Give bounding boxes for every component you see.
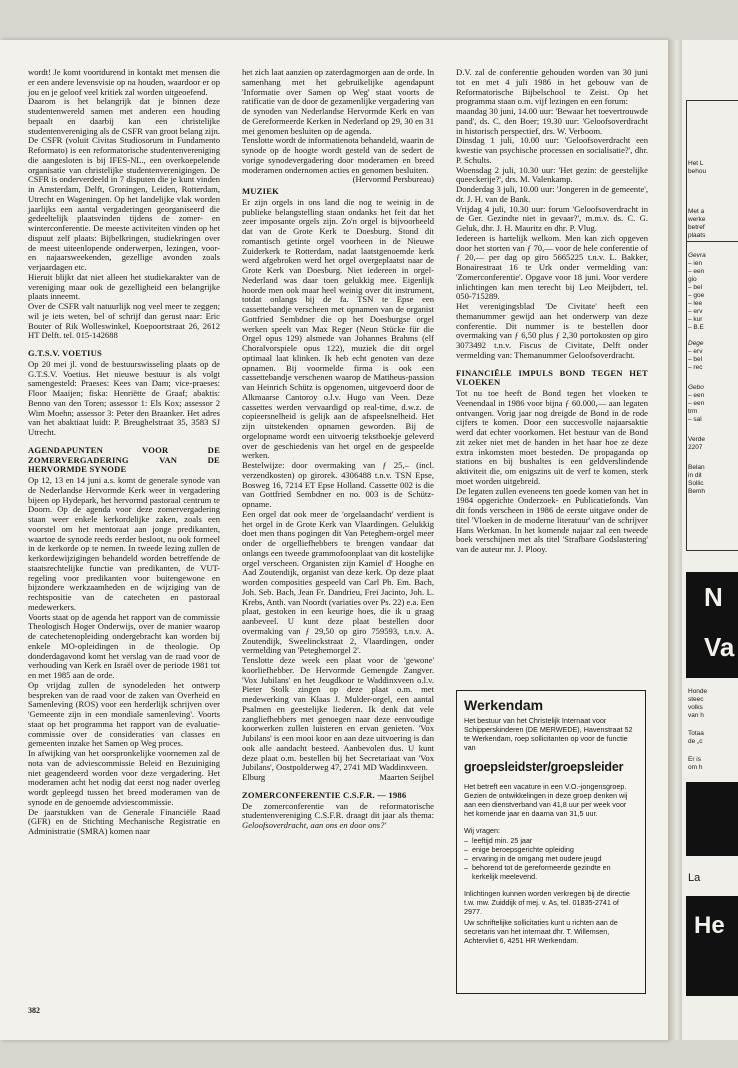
adjacent-page: [682, 40, 738, 1040]
fragment: – kur: [688, 316, 703, 323]
financiele-heading: FINANCIËLE IMPULS BOND TEGEN HET VLOEKEN: [456, 367, 648, 388]
banner-letter: Va: [704, 632, 735, 662]
adjacent-banner: [686, 572, 738, 678]
voetius-text: Op 20 mei jl. vond de bestuurswisseling plaats op de G.T.S.V. Voetius. Het nieuwe bestuur is als volgt samengesteld: Praeses: Kees van Dam; vice-praeses: Floor Maaijen; fiska: Henriëtte de Graaf; abaktis: Benno van den Toren; assessor 1: Els Kox; assessor 2 Wim Moehn; assessor 3: Peter den Braanker. Het adres van het abaktiaat luidt: P. Breughelstraat 35, 3583 SJ Utrecht.: [28, 358, 220, 438]
fragment: Totaa: [688, 730, 704, 737]
page-number: 382: [28, 1006, 40, 1015]
paragraph: D.V. zal de conferentie gehouden worden van 30 juni tot en met 4 juli 1986 in het gebouw van de Reformatorische Bijbelschool te Zeist. Op het programma staan o.m. vijf lezingen en een forum:: [456, 67, 648, 107]
paragraph: Woensdag 2 juli, 10.30 uur: 'Het gezin: de geestelijke queeckerije?', drs. M. Valenkamp.: [456, 164, 648, 185]
banner-letter: N: [704, 582, 723, 612]
fragment: – B.E: [688, 324, 704, 331]
source-credit: (Hervormd Persbureau): [352, 174, 434, 185]
fragment: La: [688, 872, 701, 884]
paragraph: Het verenigingsblad 'De Civitate' heeft een themanummer gewijd aan het onderwerp van deze conferentie. Dit nummer is te bestellen door overmaking van ƒ 6,50 plus ƒ 2,30 portokosten op giro 3073492 t.n.v. Fiscus de Civitate, Delft onder vermelding van: Themanummer Geloofsoverdracht.: [456, 301, 648, 360]
ad-details: Gezien de ontwikkelingen in deze groep denken wij aan een dienstverband van 41,8 uur per week voor het komende jaar en daarna van 31,5 uur.: [464, 791, 628, 818]
fragment: om h: [688, 764, 703, 771]
synode-heading: AGENDAPUNTEN VOOR DE ZOMERVERGADERING VAN DE HERVORMDE SYNODE: [28, 444, 220, 475]
ad-title: Werkendam: [464, 697, 544, 713]
ad-requirements-label: Wij vragen:: [464, 826, 500, 835]
fragment: – een: [688, 400, 705, 407]
fragment: – lee: [688, 300, 703, 307]
paragraph: Vrijdag 4 juli, 10.30 uur: forum 'Geloofsoverdracht in de Ger. Gezindte niet in gevaar?', m.m.v. ds. C. G. Geluk, dhr. J. H. Mauritz en dhr. P. Vlug.: [456, 203, 648, 233]
fragment: van h: [688, 712, 704, 719]
paragraph: Iedereen is hartelijk welkom. Men kan zich opgeven door het storten van ƒ 70,— voor de hele conferentie of ƒ 20,— per dag op giro 5665225 t.n.v. L. Bakker, Bonairestraat 16 te Urk onder vermelding van: 'Zomerconferentie'. Opgave voor 18 juni. Voor verdere inlichtingen kan men terecht bij Leo Meijbdert, tel. 050-715289.: [456, 232, 648, 302]
fragment: Gevra: [688, 252, 706, 259]
paragraph: Dinsdag 1 juli, 10.00 uur: 'Geloofsoverdracht een kwestie van psychische processen en socialisatie?', dhr. P. Schults.: [456, 135, 648, 165]
zomer-text: [242, 802, 434, 831]
zomer-intro: De zomerconferentie van de reformatorische studentenvereniging C.S.F.R. draagt dit jaar als thema:: [242, 800, 434, 821]
paragraph: Tot nu toe heeft de Bond tegen het vloeken te Veenendaal in 1986 voor bijna ƒ 60.000,— aan legaten ontvangen. Vorig jaar nog dreigde de Bond in de rode cijfers te komen. Door een succesvolle najaarsaktie werd dat echter voorkomen. Het bestuur van de Bond zit zeker niet met de handen in het haar hoe ze deze extra inkomsten moet besteden. De propaganda op stations en bij bushaltes is een geldverslindende aktiviteit die, om enigszins uit de verf te komen, sterk moet worden uitgebreid.: [456, 388, 648, 486]
paragraph: Tenslotte deze week een plaat voor de 'gewone' koorliefhebber. De Hervormde Gemengde Zangver. 'Vox Jubilans' en het Jeugdkoor te Waddinxveen o.l.v. Pieter Stolk zingen op deze plaat o.m. met medewerking van Klaas J. Mulder-orgel, een aantal Psalmen en geestelijke liederen. Ik denk dat vele zangliefhebbers met genoegen naar deze eenvoudige koorwerken zullen luisteren en ervan genieten. 'Vox Jubilans' is een mooi koor en aan deze uitvoering is dan ook alle aandacht besteed. Aanbevolen dus. U kunt deze plaat o.m. bestellen bij het Secretariaat van 'Vox Jubilans', Oostpolderweg 47, 2741 MD Waddinxveen.: [242, 655, 434, 773]
fragment: – bel: [688, 284, 703, 291]
fragment: Er is: [688, 756, 701, 763]
fragment: werke: [688, 216, 706, 223]
fragment: plaats: [688, 232, 706, 239]
fragment: – een: [688, 268, 705, 275]
ad-apply: Uw schriftelijke sollicitaties kunt u richten aan de secretaris van het internaat dhr. T. Willemsen, Achtervliet 6, 4251 HR Werkendam.: [464, 918, 618, 945]
column-1: [28, 68, 220, 837]
signature-place: Elburg: [242, 772, 266, 783]
paragraph: Een orgel dat ook meer de 'orgelaandacht' verdient is het orgel in de Grote Kerk van Vlaardingen. Gelukkig doet men thans pogingen dit Van Peteghem-orgel meer onder de orgelliefhebbers te brengen vandaar dat onlangs een tweede grammofoonplaat van dit kostelijke orgel verscheen. Organisten zijn Kamiel d' Hooghe en Aad Zoutendijk, organist van deze kerk. Op deze plaat worden composities gespeeld van Carl Ph. Em. Bach, Joh. Seb. Bach, Jean Fr. Dandrieu, Frei Jacinto, Joh. L. Krebs, Anth. van Noordt (variaties over Ps. 22) e.a. Een plaat, gestoken in een keurige hoes, die ik u graag aanbeveel. U kunt deze plaat bestellen door overmaking van ƒ 29,50 op giro 759593, t.n.v. A. Zoutendijk, Sweelinckstraat 2, Vlaardingen, onder vermelding van 'Peteghemorgel 2'.: [242, 508, 434, 656]
fragment: trm: [688, 408, 698, 415]
ad-vacancy: Het betreft een vacature in een V.O.-jongensgroep.: [464, 782, 627, 791]
fragment: – bel: [688, 356, 703, 363]
paragraph: Hieruit blijkt dat niet alleen het studiekarakter van de vereniging maar ook de gezelligheid een belangrijke plaats inneemt.: [28, 271, 220, 302]
paragraph: De legaten zullen eveneens ten goede komen van het in 1984 opgerichte Onderzoek- en Publicatiefonds. Van dit fonds verscheen in 1986 de eerste uitgave onder de titel 'Vloeken in de moderne literatuur' van de schrijver Hans Werkman. In het komende najaar zal een tweede boek verschijnen met als titel 'Strafbare Godslastering' van de auteur mr. J. Plooy.: [456, 485, 648, 555]
fragment: volks: [688, 704, 703, 711]
paragraph: Donderdag 3 juli, 10.00 uur: 'Jongeren in de gemeente', dr. J. H. van de Bank.: [456, 184, 648, 204]
fragment: Dege: [688, 340, 704, 347]
column-2: [242, 68, 434, 831]
paragraph: Voorts staat op de agenda het rapport van de commissie Theologisch Hoger Onderwijs, over de manier waarop de catechetenopleiding ondergebracht kan worden bij enkele MO-opleidingen in de theologie. Op donderdagavond komt het verslag van de raad voor de verhouding van Kerk en Israël over de periode 1981 tot en met 1985 aan de orde.: [28, 611, 220, 681]
paragraph: De jaarstukken van de Generale Financiële Raad (GFR) en de Stichting Mechanische Registratie en Administratie (SMRA) komen naar: [28, 806, 220, 837]
fragment: Het L: [688, 160, 704, 167]
ad-requirements: [464, 836, 638, 881]
fragment: – erv: [688, 348, 703, 355]
page-spine: [668, 40, 682, 1040]
fragment: Belan: [688, 464, 705, 471]
paragraph: Over de CSFR valt natuurlijk nog veel meer te zeggen; wil je iets weten, bel of schrijf dan gerust naar: Eric Bouter of Rik Wolleswinkel, Koepoortstraat 26, 2612 HT Delft. tel. 015-142688: [28, 301, 220, 341]
fragment: Verde: [688, 436, 705, 443]
muziek-heading: MUZIEK: [242, 186, 280, 196]
ad-function: groepsleidster/groepsleider: [464, 760, 624, 774]
paragraph: Daarom is het belangrijk dat je binnen deze studentenwereld samen met anderen een houding bepaalt en daarbij kan een christelijke studentenvereniging als de CSFR van groot belang zijn.: [28, 96, 220, 136]
list-item: – enige beroepsgerichte opleiding: [464, 845, 638, 854]
paragraph: De CSFR (voluit Civitas Studiosorum in Fundamento Reformato) is een reformatorische studentenvereniging die aangesloten is bij IFES-NL., een overkoepelende organisatie van christelijke studentenverenigingen. De CSFR is onderverdeeld in 7 disputen die je kunt vinden in Amsterdam, Delft, Groningen, Leiden, Rotterdam, Utrecht en Wageningen. Op het landelijke vlak worden jaarlijks een aantal vergaderingen georganiseerd die gedeeltelijk plaatsvinden tijdens de zomer- en winterconferentie. De meeste activiteiten vinden op het dispuut zelf plaats: Bijbelkringen, studiekringen over de meest uiteenlopende onderwerpen, lezingen, voor- en najaarsweekenden, gezellige avonden zoals verjaardagen etc.: [28, 135, 220, 272]
paragraph: het zich laat aanzien op zaterdagmorgen aan de orde. In samenhang met het gebruikelijke agendapunt 'Informatie over Samen op Weg' staat voorts de ratificatie van de door de gezamenlijke vergadering van de synoden van Nederlandse Hervormde Kerk en van de Gereformeerde Kerken in Nederland op 29, 30 en 31 mei genomen besluiten op de agenda.: [242, 67, 434, 136]
list-item: – ervaring in de omgang met oudere jeugd: [464, 854, 638, 863]
fragment: Gebo: [688, 384, 704, 391]
job-advertisement: [456, 690, 646, 994]
fragment: Sollic: [688, 480, 704, 487]
adjacent-dark-block: [686, 782, 738, 856]
fragment: steec: [688, 696, 704, 703]
zomer-heading: ZOMERCONFERENTIE C.S.F.R. — 1986: [242, 789, 407, 800]
paragraph: maandag 30 juni, 14.00 uur: 'Bewaar het toevertrouwde pand', ds. C. den Boer; 19.30 uur: 'Geloofsoverdracht in historisch perspectief, drs. W. Verboom.: [456, 106, 648, 136]
fragment: gio: [688, 276, 697, 283]
fragment: 2207: [688, 444, 703, 451]
fragment: behou: [688, 168, 707, 175]
list-item: – leeftijd min. 25 jaar: [464, 836, 638, 845]
fragment: – rec: [688, 364, 703, 371]
paragraph: wordt! Je komt voortdurend in kontakt met mensen die er een andere levensvisie op na houden, waardoor er op jou en je geloof veel kritiek zal worden uitgeoefend.: [28, 67, 220, 97]
ad-intro: Het bestuur van het Christelijk Internaat voor Schipperskinderen (DE MERWEDE), Havenstraat 52 te Werkendam, roep sollicitanten op voor de functie van: [464, 716, 633, 752]
fragment: – sal: [688, 416, 702, 423]
list-item: – behorend tot de gereformeerde gezindte en kerkelijk meelevend.: [464, 863, 638, 881]
paragraph: In afwijking van het oorspronkelijke voornemen zal de nota van de adviescommissie Beleid en Bezuiniging niet geagendeerd worden voor deze vergadering. Het moderamen acht het nodig dat eerst nog nader overleg wordt gepleegd tussen het breed moderamen van de synode en de genoemde adviescommissie.: [28, 748, 220, 807]
column-3: [456, 68, 648, 555]
paragraph: Bestelwijze: door overmaking van ƒ 25,– (incl. verzendkosten) op girorek. 4306488 t.n.v. TSN Epse, Bosweg 16, 7214 ET Epse Holland. Cassette 002 is die van Gottfried Sembdner en no. 003 is de Schütz-opname.: [242, 460, 434, 510]
fragment: – goe: [688, 292, 705, 299]
fragment: Met a: [688, 208, 705, 215]
fragment: in dit: [688, 472, 702, 479]
fragment: – erv: [688, 308, 703, 315]
paragraph: Op vrijdag zullen de synodeleden het ontwerp bespreken van de raad voor de zaken van Overheid en Samenleving (ROS) voor een herderlijk schrijven over 'Gemeente zijn in een mondiale samenleving'. Voorts staat op het programma het rapport van de evaluatie-commissie over de consideraties van classes en gemeenten inzake het Samen op Weg proces.: [28, 679, 220, 749]
zomer-theme: Geloofsoverdracht, aan ons en door ons?': [242, 820, 387, 831]
fragment: Honde: [688, 688, 708, 695]
fragment: betref: [688, 224, 705, 231]
ad-info: Inlichtingen kunnen worden verkregen bij de directie t.w. mw. Zuiddijk of mej. v. As, tel. 01835-2741 of 2977.: [464, 889, 630, 916]
paragraph: Tenslotte wordt de informatienota behandeld, waarin de synode op de hoogte wordt gesteld van de sedert de vorige synodevergadering door moderamen en breed moderamen ondernomen acties en genomen besluiten.: [242, 135, 434, 175]
paragraph: Op 12, 13 en 14 juni a.s. komt de generale synode van de Nederlandse Hervormde Kerk weer in vergadering bijeen op Hydepark, het hervormd pastoraal centrum te Doorn. Op de agenda voor deze zomervergadering staan weer enkele kerkordelijke zaken, zoals een voorstel om het mentoraat aan jonge predikanten, waartoe de synode reeds eerder besloot, nu ook formeel in de kerkorde op te nemen. In tweede lezing zullen de kerkordewijzigingen behandeld worden betreffende de staatsrechtelijke functie van predikanten, de VUT-regeling voor predikanten voor buitengewone en bijzondere werkzaamheden en de wijziging van de rechtspositie van de catecheten en pastoraal medewerkers.: [28, 475, 220, 612]
signature: [242, 773, 434, 783]
paragraph: Er zijn orgels in ons land die nog te weinig in de publieke belangstelling staan ondanks het feit dat het zeer imposante orgels zijn. Zo'n orgel is bijvoorbeeld dat van de Grote Kerk te Doesburg. Stond dit romantisch getinte orgel voorheen in de Nieuwe Zuiderkerk te Rotterdam, nadat laatstgenoemde kerk werd afgebroken werd het orgel overgeplaatst naar de Grote Kerk van Doesburg. Niet iedereen in orgel-Nederland was daar toen gelukkig mee. Eigenlijk hoorde men ook maar heel weinig over dit instrument, totdat onlangs bij de fa. TSN te Epse een cassettebandje verscheen met opnamen van de organist Gottfried Sembdner die op het Doesburgse orgel werken speelt van Max Reger (Neun Stücke für die Orgel opus 129) alsmede van Johannes Brahms (elf Choralvorspiele opus 122), muziek die dit orgel optimaal laat klinken. Ik heb echt genoten van deze opnamen. Bij voormelde firma is ook een cassettebandje verschenen waarop de Mattheus-passion van Heinrich Schütz is opgenomen, uitgevoerd door de Alkmaarse Cantoroy o.l.v. Hugo van Veen. Deze cassettes werden vervaardigd op real-time, d.w.z. de copieersnelheid is gelijk aan de afspeelsnelheid. Het zijn uitstekenden opnamen geworden. Bij de orgelopname wordt een uitvoerig tekstboekje geleverd over de geschiedenis van het orgel en de gespeelde werken.: [242, 196, 434, 461]
banner-text: He: [694, 912, 725, 939]
fragment: Bemh: [688, 488, 705, 495]
voetius-heading: G.T.S.V. VOETIUS: [28, 348, 102, 358]
fragment: de „c: [688, 738, 703, 745]
fragment: – een: [688, 392, 705, 399]
signature-name: Maarten Seijbel: [379, 772, 434, 783]
fragment: – ien: [688, 260, 703, 267]
adjacent-banner: [686, 896, 738, 996]
